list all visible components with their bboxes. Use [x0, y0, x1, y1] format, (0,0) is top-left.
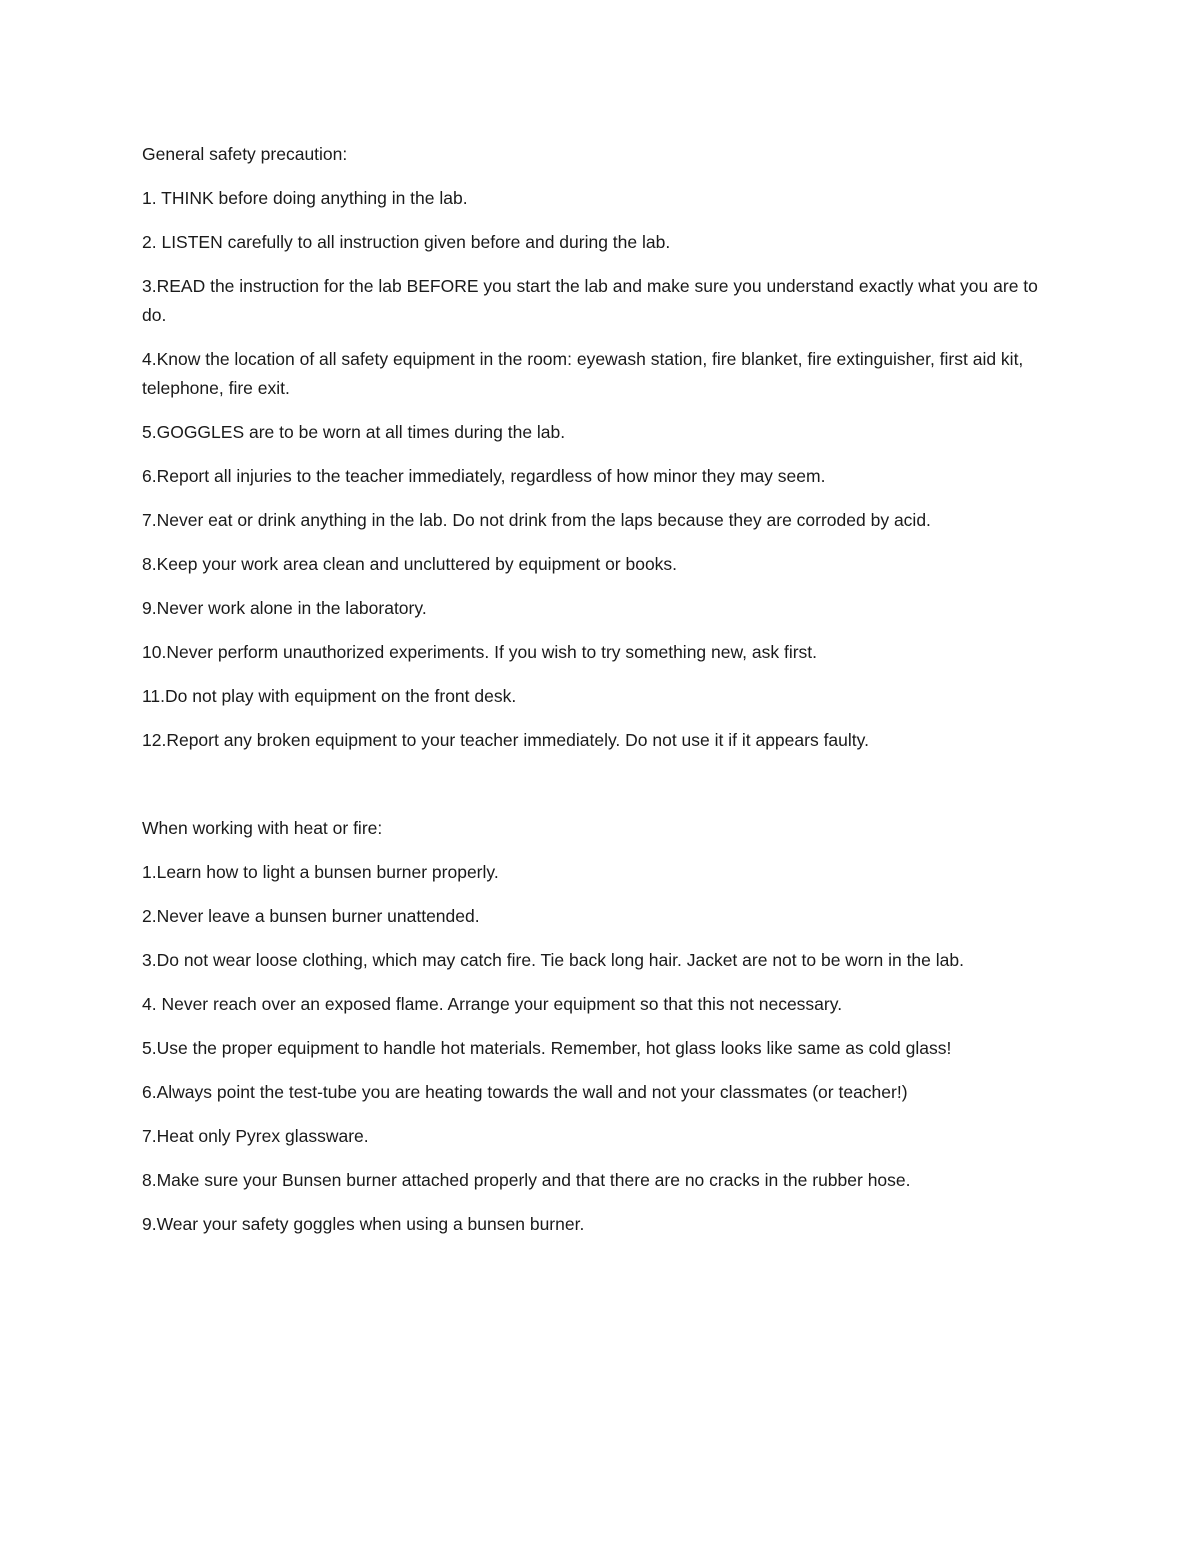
- list-item: 7.Never eat or drink anything in the lab. Do not drink from the laps because they are corroded by acid.: [142, 510, 931, 530]
- list-item: 6.Report all injuries to the teacher immediately, regardless of how minor they may seem.: [142, 466, 826, 486]
- list-item: 4.Know the location of all safety equipment in the room: eyewash station, fire blanket, fire extinguisher, first aid kit, telephone, fire exit.: [142, 349, 1024, 398]
- list-item: 4. Never reach over an exposed flame. Arrange your equipment so that this not necessary.: [142, 994, 843, 1014]
- list-item: 1.Learn how to light a bunsen burner properly.: [142, 862, 499, 882]
- heat-fire-heading: When working with heat or fire:: [142, 818, 383, 838]
- list-item: 9.Never work alone in the laboratory.: [142, 598, 427, 618]
- list-item: 3.Do not wear loose clothing, which may catch fire. Tie back long hair. Jacket are not to be worn in the lab.: [142, 950, 964, 970]
- general-safety-section: [142, 140, 1062, 755]
- section-spacer: [142, 770, 1062, 814]
- list-item: 5.Use the proper equipment to handle hot materials. Remember, hot glass looks like same as cold glass!: [142, 1038, 952, 1058]
- list-item: 5.GOGGLES are to be worn at all times during the lab.: [142, 422, 566, 442]
- list-item: 8.Make sure your Bunsen burner attached properly and that there are no cracks in the rubber hose.: [142, 1170, 911, 1190]
- document-body: [142, 140, 1062, 1254]
- list-item: 2. LISTEN carefully to all instruction given before and during the lab.: [142, 232, 671, 252]
- general-safety-list: [142, 184, 1062, 755]
- list-item: 8.Keep your work area clean and uncluttered by equipment or books.: [142, 554, 678, 574]
- list-item: 7.Heat only Pyrex glassware.: [142, 1126, 369, 1146]
- list-item: 10.Never perform unauthorized experiments. If you wish to try something new, ask first.: [142, 642, 818, 662]
- list-item: 3.READ the instruction for the lab BEFORE you start the lab and make sure you understand exactly what you are to do.: [142, 276, 1038, 325]
- list-item: 9.Wear your safety goggles when using a bunsen burner.: [142, 1214, 585, 1234]
- list-item: 11.Do not play with equipment on the front desk.: [142, 686, 517, 706]
- list-item: 12.Report any broken equipment to your teacher immediately. Do not use it if it appears faulty.: [142, 730, 869, 750]
- list-item: 6.Always point the test-tube you are heating towards the wall and not your classmates (or teacher!): [142, 1082, 908, 1102]
- list-item: 2.Never leave a bunsen burner unattended.: [142, 906, 480, 926]
- general-safety-heading: General safety precaution:: [142, 144, 348, 164]
- list-item: 1. THINK before doing anything in the lab.: [142, 188, 468, 208]
- heat-fire-list: [142, 858, 1062, 1239]
- heat-fire-section: [142, 814, 1062, 1239]
